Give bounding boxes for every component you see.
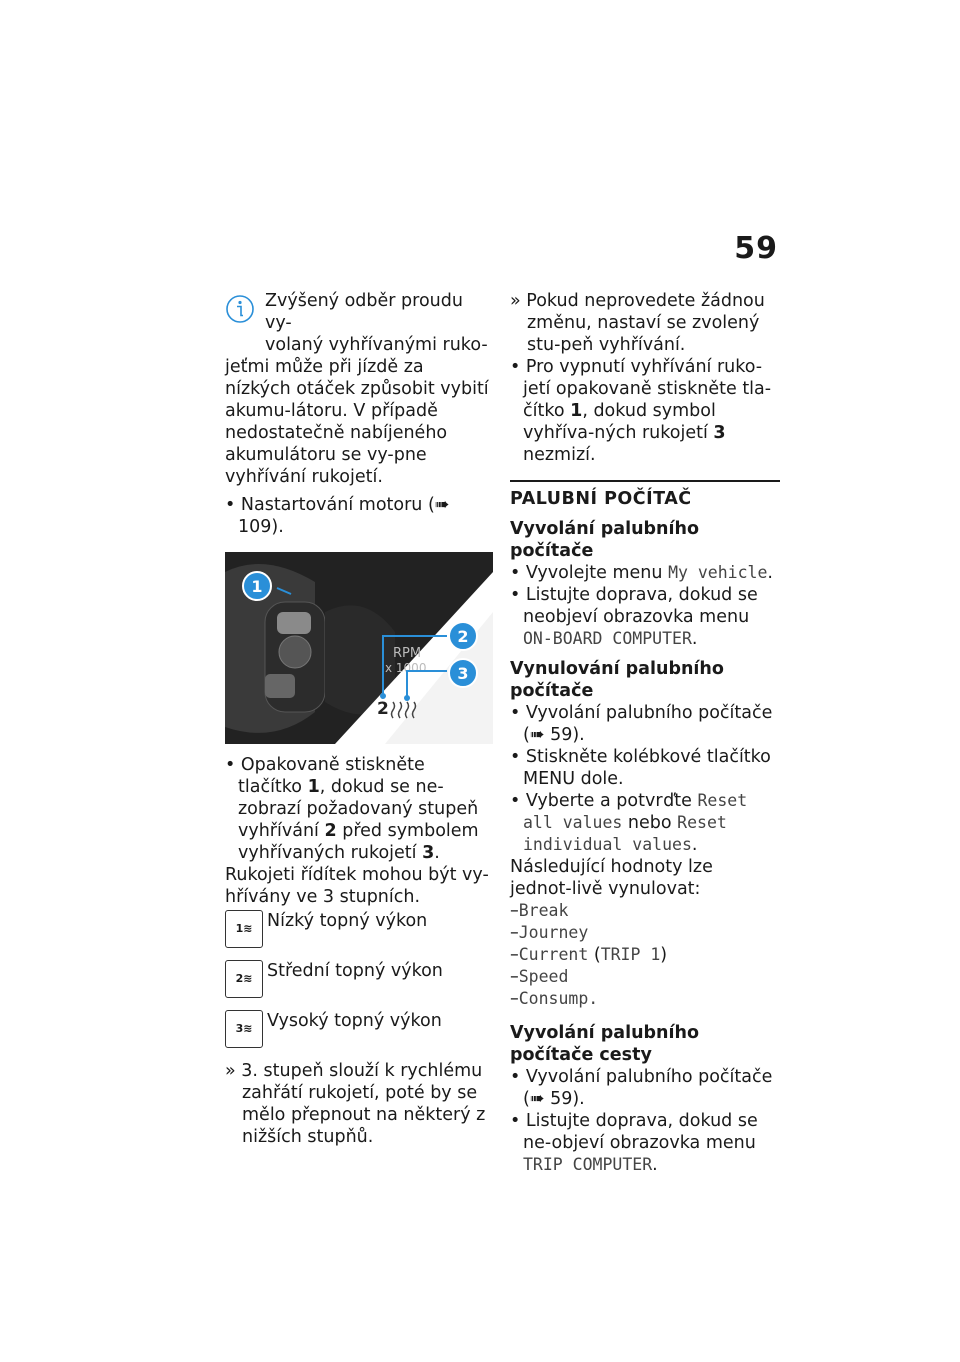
heat-level-1-icon: 1 ≋: [225, 910, 263, 948]
dash-item-break: –Break: [510, 901, 569, 921]
dash-item-consump: –Consump.: [510, 989, 599, 1009]
photo-gear-level: 2: [377, 699, 389, 719]
bullet-select-reset: • Vyberte a potvrďte Reset all values nebo Reset individual values.: [510, 791, 748, 855]
page-number: 59: [734, 231, 778, 266]
info-line-2: volaný vyhřívanými ruko-: [265, 335, 488, 355]
handlebar-photo: [225, 552, 493, 744]
dash-item-speed: –Speed: [510, 967, 569, 987]
photo-x1000-label: x 1000: [385, 661, 427, 675]
heading-call-computer: Vyvolání palubního počítače: [510, 519, 699, 561]
bullet-press-menu: • Stiskněte kolébkové tlačítko MENU dole.: [510, 747, 771, 789]
section-title: PALUBNÍ POČÍTAČ: [510, 480, 780, 510]
info-icon: [225, 294, 255, 324]
dash-item-journey: –Journey: [510, 923, 589, 943]
reset-text: Následující hodnoty lze jednot-livě vynulovat:: [510, 857, 713, 899]
arrow-ref-icon: ➠: [529, 725, 545, 745]
level-row-3: [225, 1010, 493, 1048]
level-2-label: Střední topný výkon: [267, 961, 443, 981]
info-rest: jeťmi může při jízdě za nízkých otáček způsobit vybití akumu-látoru. V případě nedostatečně nabíjeného akumulátoru se vy-pne vyhřívání rukojetí.: [225, 357, 489, 487]
right-column: [510, 290, 780, 1176]
level-1-label: Nízký topný výkon: [267, 911, 428, 931]
level-row-2: [225, 960, 493, 998]
bullet-start-engine: • Nastartování motoru (➠ 109).: [225, 495, 450, 537]
dash-item-current: –Current (TRIP 1): [510, 945, 668, 965]
bullet-scroll-trip: • Listujte doprava, dokud se ne-objeví obrazovka menu TRIP COMPUTER.: [510, 1111, 758, 1175]
bullet-press-button: • Opakovaně stiskněte tlačítko 1, dokud se ne-zobrazí požadovaný stupeň vyhřívání 2 před symbolem vyhřívaných rukojetí 3.: [225, 755, 479, 863]
result-no-change: » Pokud neprovedete žádnou změnu, nastaví se zvolený stu-peň vyhřívání.: [510, 291, 765, 355]
info-line-1: Zvýšený odběr proudu vy-: [265, 291, 463, 333]
heading-trip-computer: Vyvolání palubního počítače cesty: [510, 1023, 699, 1065]
left-column: [225, 290, 493, 1148]
heading-reset-computer: Vynulování palubního počítače: [510, 659, 724, 701]
bullet-call-computer-ref-2: • Vyvolání palubního počítače (➠ 59).: [510, 1067, 773, 1109]
callout-1-label: 1: [251, 577, 263, 596]
callout-3-label: 3: [457, 664, 469, 683]
level-3-label: Vysoký topný výkon: [267, 1011, 442, 1031]
handlebar-illustration: [225, 552, 493, 744]
info-note: [225, 290, 493, 488]
heat-level-2-icon: 2 ≋: [225, 960, 263, 998]
result-level-3: » 3. stupeň slouží k rychlému zahřátí rukojetí, poté by se mělo přepnout na některý z nižších stupňů.: [225, 1061, 486, 1147]
arrow-ref-icon: ➠: [529, 1089, 545, 1109]
bullet-turn-off: • Pro vypnutí vyhřívání ruko-jetí opakovaně stiskněte tla-čítko 1, dokud symbol vyhříva-ných rukojetí 3 nezmizí.: [510, 357, 772, 465]
level-row-1: [225, 910, 493, 948]
callout-2-label: 2: [457, 627, 469, 646]
bullet-scroll-onboard: • Listujte doprava, dokud se neobjeví obrazovka menu ON-BOARD COMPUTER.: [510, 585, 758, 649]
bullet-call-menu: • Vyvolejte menu My vehicle.: [510, 563, 773, 583]
heat-level-3-icon: 3 ≋: [225, 1010, 263, 1048]
bullet-call-computer-ref: • Vyvolání palubního počítače (➠ 59).: [510, 703, 773, 745]
photo-rpm-label: RPM: [393, 646, 422, 661]
arrow-ref-icon: ➠: [434, 495, 450, 515]
grips-text: Rukojeti řídítek mohou být vy-hřívány ve 3 stupních.: [225, 865, 489, 907]
